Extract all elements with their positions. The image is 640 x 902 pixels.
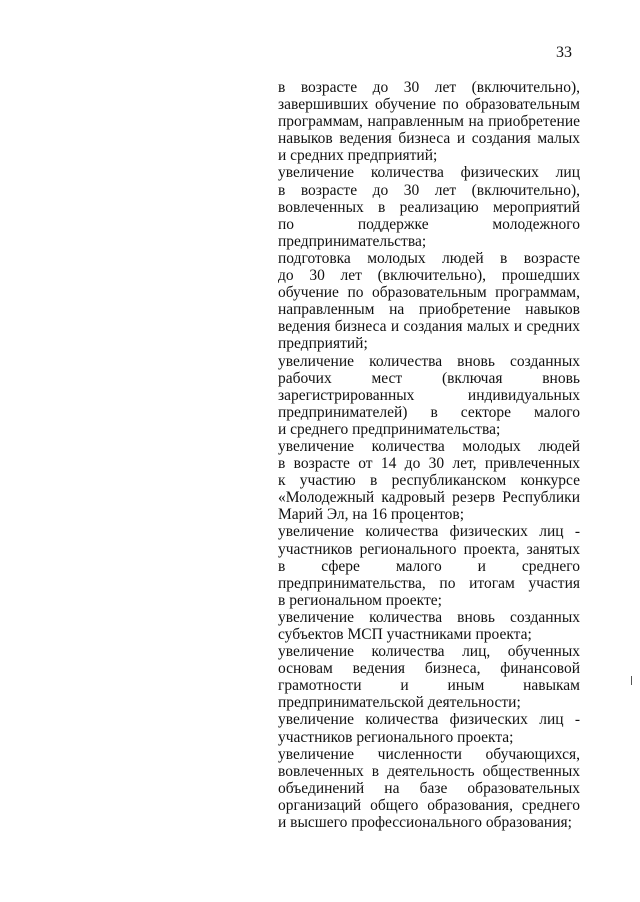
text-line: в сфере малого и среднего [278, 557, 580, 575]
text-line: предприятий; [278, 335, 368, 353]
text-line: завершивших обучение по образовательным [278, 96, 580, 114]
text-line: увеличение количества лиц, обученных [278, 643, 580, 661]
text-line: участников регионального проекта, занятых [278, 540, 580, 558]
text-line: вовлеченных в деятельность общественных [278, 762, 580, 780]
text-line: в возрасте до 30 лет (включительно), [278, 181, 580, 199]
text-line: предпринимательской деятельности; [278, 694, 521, 712]
text-line: зарегистрированных индивидуальных [278, 386, 580, 404]
text-line: предпринимателей) в секторе малого [278, 403, 580, 421]
text-line: вовлеченных в реализацию мероприятий [278, 198, 580, 216]
text-line: предпринимательства; [278, 232, 427, 250]
text-line: Марий Эл, на 16 процентов; [278, 506, 465, 524]
text-line: организаций общего образования, среднего [278, 796, 580, 814]
text-line: увеличение количества физических лиц - [278, 711, 580, 729]
text-line: и средних предприятий; [278, 147, 438, 165]
text-line: и среднего предпринимательства; [278, 420, 501, 438]
text-line: по поддержке молодежного [278, 215, 580, 233]
text-line: предпринимательства, по итогам участия [278, 574, 580, 592]
text-line: рабочих мест (включая вновь [278, 369, 580, 387]
text-line: увеличение количества физических лиц [278, 164, 580, 182]
text-line: в возрасте от 14 до 30 лет, привлеченных [278, 455, 580, 473]
text-line: «Молодежный кадровый резерв Республики [278, 489, 580, 507]
text-line: подготовка молодых людей в возрасте [278, 249, 580, 267]
text-line: навыков ведения бизнеса и создания малых [278, 130, 580, 148]
text-line: программам, направленным на приобретение [278, 113, 580, 131]
text-line: до 30 лет (включительно), прошедших [278, 267, 580, 285]
text-line: увеличение количества вновь созданных [278, 608, 580, 626]
text-line: направленным на приобретение навыков [278, 301, 580, 319]
text-line: обучение по образовательным программам, [278, 284, 580, 302]
text-line: участников регионального проекта; [278, 728, 514, 746]
text-line: к участию в республиканском конкурсе [278, 472, 580, 490]
text-line: в региональном проекте; [278, 591, 442, 609]
text-line: увеличение количества молодых людей [278, 437, 580, 455]
text-line: грамотности и иным навыкам [278, 677, 580, 695]
page-number: 33 [556, 44, 572, 61]
document-body [278, 79, 580, 831]
text-line: субъектов МСП участниками проекта; [278, 626, 532, 643]
text-line: увеличение численности обучающихся, [278, 745, 580, 763]
text-line: в возрасте до 30 лет (включительно), [278, 79, 580, 96]
text-line: увеличение количества вновь созданных [278, 352, 580, 370]
scan-margin-mark [631, 676, 632, 685]
text-line: ведения бизнеса и создания малых и средних [278, 318, 580, 336]
text-line: увеличение количества физических лиц - [278, 523, 580, 541]
text-line: и высшего профессионального образования; [278, 814, 572, 832]
text-line: объединений на базе образовательных [278, 779, 580, 797]
text-line: основам ведения бизнеса, финансовой [278, 660, 580, 678]
